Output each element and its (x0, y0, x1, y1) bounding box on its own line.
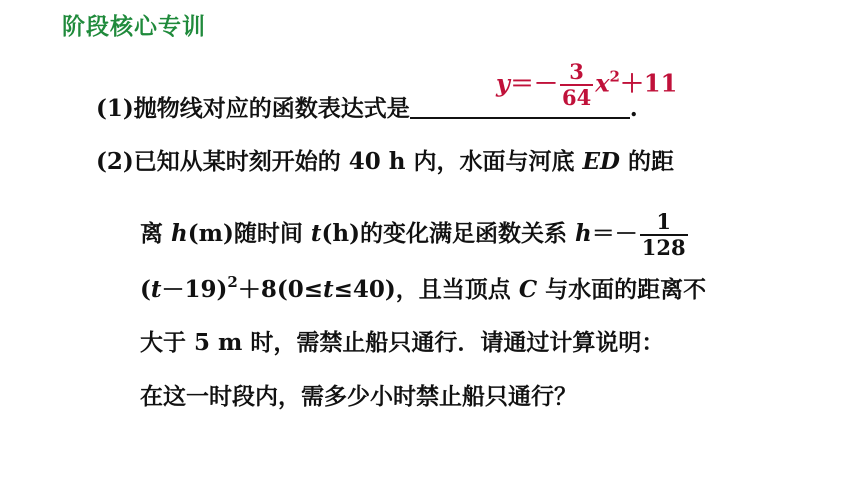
q2-ed: ED (582, 148, 621, 175)
question-1-answer (496, 60, 677, 110)
answer-fraction-denominator: 64 (561, 85, 592, 110)
answer-fraction-numerator: 3 (569, 59, 584, 84)
q2-l3-b: －19) (161, 276, 228, 303)
q2-fraction (640, 210, 688, 260)
q2-l3-t1: t (150, 276, 162, 303)
q2-l2-a: 离 (140, 220, 172, 247)
q2-l2-b: (m)随时间 (187, 220, 311, 247)
question-2-line-3 (140, 275, 706, 305)
question-2-line-1 (96, 147, 674, 177)
section-title: 阶段核心专训 (62, 14, 206, 40)
question-2-line-4: 大于 5 m 时，需禁止船只通行．请通过计算说明： (140, 329, 665, 356)
q2-l2-h1: h (171, 220, 188, 247)
q2-l2-t1: t (310, 220, 322, 247)
q2-l2-eq: ＝－ (591, 220, 638, 247)
answer-eq: ＝－ (509, 68, 558, 98)
question-2-line-2 (140, 210, 690, 260)
answer-constant: ＋11 (619, 68, 678, 98)
q2-l2-c: (h)的变化满足函数关系 (321, 220, 575, 247)
q2-l3-a: ( (140, 276, 151, 303)
q2-l3-exponent: 2 (227, 273, 238, 291)
q2-l1-text-b: 的距 (620, 148, 675, 175)
q2-fraction-denominator: 128 (641, 235, 686, 260)
answer-y: y (496, 68, 510, 98)
q2-fraction-numerator: 1 (656, 209, 671, 234)
answer-exponent: 2 (609, 67, 620, 86)
question-1-text: (1)抛物线对应的函数表达式是 (96, 95, 410, 122)
q2-l3-vertex-c: C (518, 276, 538, 303)
question-1-period: . (629, 95, 638, 122)
q2-l2-h2: h (574, 220, 592, 247)
q2-l3-d: ≤40)，且当顶点 (333, 276, 519, 303)
answer-fraction (560, 60, 593, 110)
q2-l1-text-a: (2)已知从某时刻开始的 40 h 内，水面与河底 (96, 148, 583, 175)
question-2-line-5: 在这一时段内，需多少小时禁止船只通行？ (140, 383, 577, 410)
answer-x: x (595, 68, 610, 98)
q2-l3-e: 与水面的距离不 (537, 276, 707, 303)
q2-l3-t2: t (323, 276, 334, 303)
q2-l3-c: ＋8(0≤ (237, 276, 324, 303)
